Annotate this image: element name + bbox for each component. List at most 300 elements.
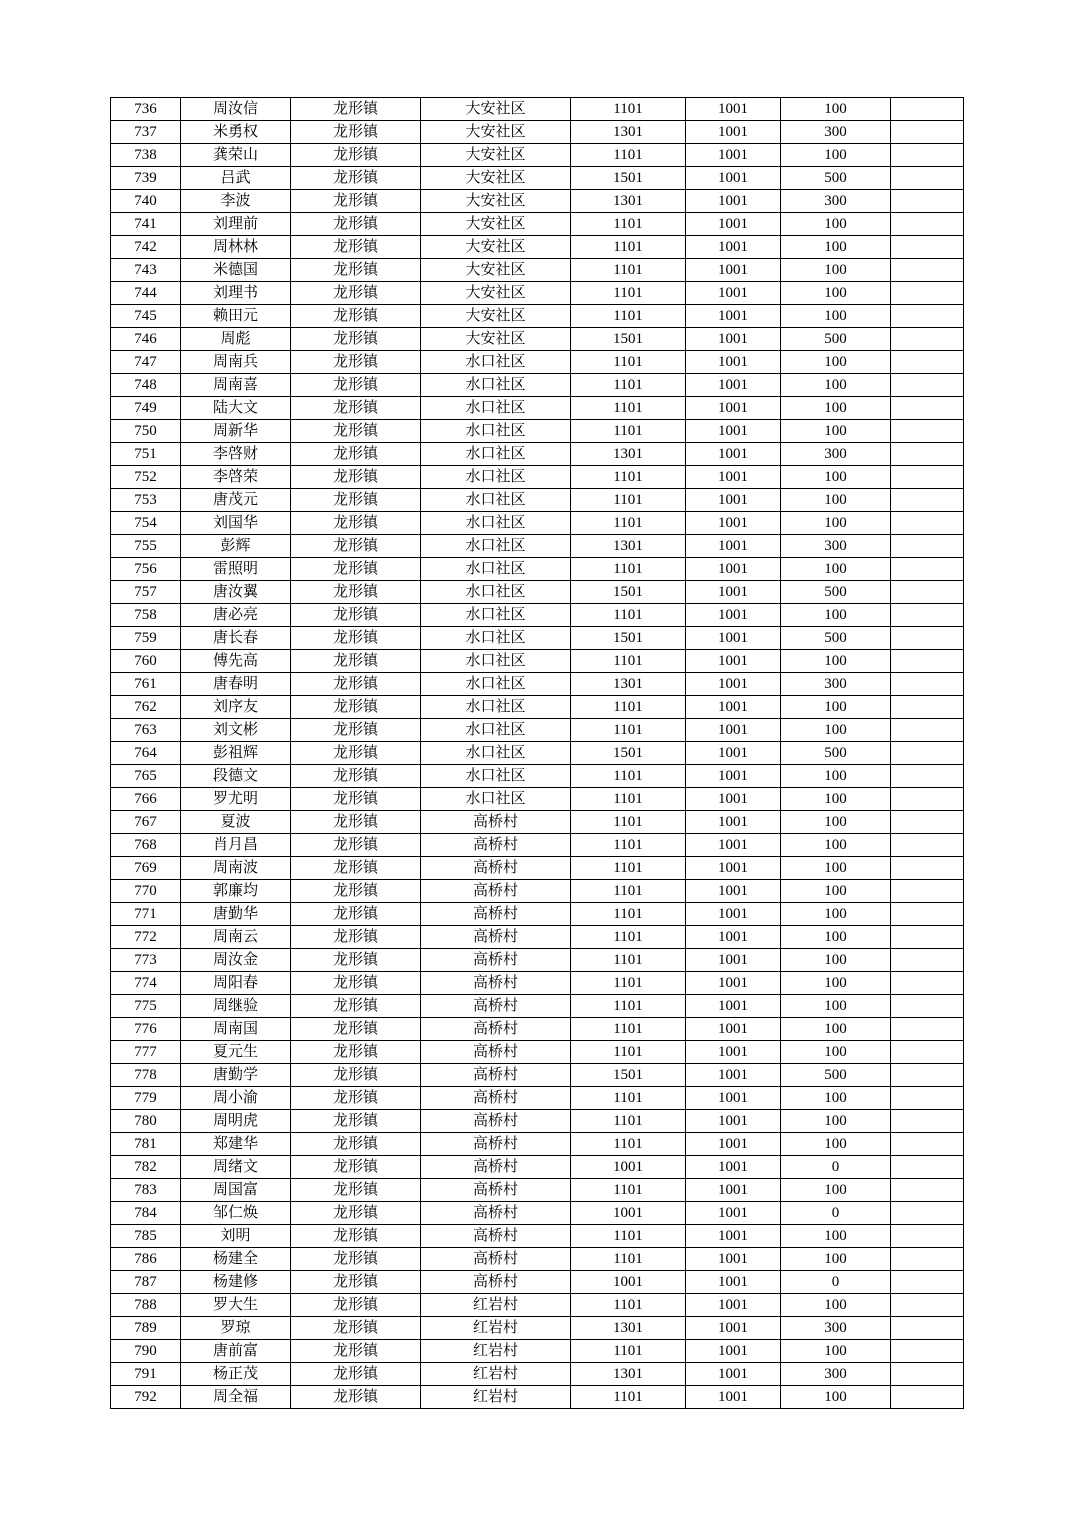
cell-serial-number: 741 [111,213,181,236]
cell-town: 龙形镇 [291,1386,421,1409]
cell-standard-amount: 1101 [571,351,686,374]
cell-village: 大安社区 [421,259,571,282]
cell-name: 段德文 [181,765,291,788]
cell-village: 红岩村 [421,1363,571,1386]
cell-standard-amount: 1301 [571,190,686,213]
cell-name: 罗尤明 [181,788,291,811]
table-row [111,121,964,144]
cell-standard-amount: 1101 [571,466,686,489]
cell-difference: 100 [781,604,891,627]
cell-base-amount: 1001 [686,1225,781,1248]
cell-difference: 300 [781,190,891,213]
cell-difference: 0 [781,1271,891,1294]
table-row [111,1202,964,1225]
cell-serial-number: 787 [111,1271,181,1294]
cell-village: 高桥村 [421,1018,571,1041]
cell-town: 龙形镇 [291,1179,421,1202]
cell-standard-amount: 1001 [571,1202,686,1225]
cell-standard-amount: 1301 [571,1363,686,1386]
cell-base-amount: 1001 [686,1248,781,1271]
cell-village: 高桥村 [421,1271,571,1294]
cell-town: 龙形镇 [291,213,421,236]
cell-town: 龙形镇 [291,1340,421,1363]
cell-standard-amount: 1101 [571,1087,686,1110]
cell-note [891,1156,964,1179]
cell-name: 唐前富 [181,1340,291,1363]
cell-standard-amount: 1301 [571,443,686,466]
cell-note [891,558,964,581]
cell-note [891,880,964,903]
cell-base-amount: 1001 [686,1064,781,1087]
cell-base-amount: 1001 [686,650,781,673]
cell-village: 水口社区 [421,627,571,650]
table-row [111,765,964,788]
cell-village: 大安社区 [421,236,571,259]
table-row [111,903,964,926]
cell-serial-number: 761 [111,673,181,696]
table-row [111,581,964,604]
table-row [111,420,964,443]
cell-town: 龙形镇 [291,719,421,742]
cell-note [891,351,964,374]
cell-base-amount: 1001 [686,397,781,420]
cell-name: 米德国 [181,259,291,282]
cell-town: 龙形镇 [291,995,421,1018]
cell-standard-amount: 1101 [571,305,686,328]
cell-village: 高桥村 [421,926,571,949]
cell-base-amount: 1001 [686,535,781,558]
cell-name: 杨建修 [181,1271,291,1294]
cell-base-amount: 1001 [686,1363,781,1386]
cell-note [891,236,964,259]
cell-standard-amount: 1101 [571,1133,686,1156]
cell-base-amount: 1001 [686,1386,781,1409]
table-row [111,535,964,558]
cell-village: 高桥村 [421,949,571,972]
table-row [111,949,964,972]
cell-village: 红岩村 [421,1340,571,1363]
cell-town: 龙形镇 [291,374,421,397]
cell-town: 龙形镇 [291,949,421,972]
cell-difference: 100 [781,1041,891,1064]
cell-base-amount: 1001 [686,949,781,972]
cell-difference: 100 [781,1018,891,1041]
cell-name: 唐春明 [181,673,291,696]
cell-note [891,282,964,305]
cell-standard-amount: 1101 [571,512,686,535]
cell-town: 龙形镇 [291,1110,421,1133]
cell-serial-number: 780 [111,1110,181,1133]
cell-serial-number: 786 [111,1248,181,1271]
cell-name: 肖月昌 [181,834,291,857]
cell-note [891,673,964,696]
cell-standard-amount: 1101 [571,213,686,236]
cell-difference: 300 [781,673,891,696]
cell-base-amount: 1001 [686,351,781,374]
table-row [111,236,964,259]
cell-difference: 500 [781,167,891,190]
cell-base-amount: 1001 [686,742,781,765]
cell-difference: 100 [781,420,891,443]
cell-village: 高桥村 [421,1156,571,1179]
cell-name: 周林林 [181,236,291,259]
cell-base-amount: 1001 [686,259,781,282]
cell-village: 大安社区 [421,121,571,144]
cell-standard-amount: 1101 [571,834,686,857]
cell-standard-amount: 1101 [571,857,686,880]
cell-village: 水口社区 [421,443,571,466]
cell-note [891,1386,964,1409]
table-row [111,1133,964,1156]
cell-note [891,167,964,190]
cell-serial-number: 743 [111,259,181,282]
cell-difference: 100 [781,811,891,834]
cell-difference: 100 [781,374,891,397]
cell-village: 水口社区 [421,397,571,420]
cell-standard-amount: 1501 [571,167,686,190]
cell-note [891,1202,964,1225]
cell-base-amount: 1001 [686,305,781,328]
cell-base-amount: 1001 [686,581,781,604]
cell-name: 唐汝翼 [181,581,291,604]
cell-difference: 100 [781,1386,891,1409]
cell-name: 周南喜 [181,374,291,397]
cell-name: 彭辉 [181,535,291,558]
cell-base-amount: 1001 [686,719,781,742]
cell-name: 刘国华 [181,512,291,535]
table-row [111,351,964,374]
cell-name: 周绪文 [181,1156,291,1179]
cell-base-amount: 1001 [686,144,781,167]
table-row [111,1110,964,1133]
cell-standard-amount: 1001 [571,1271,686,1294]
cell-base-amount: 1001 [686,190,781,213]
cell-difference: 100 [781,282,891,305]
cell-serial-number: 751 [111,443,181,466]
cell-difference: 100 [781,305,891,328]
table-row [111,397,964,420]
cell-base-amount: 1001 [686,167,781,190]
cell-name: 米勇权 [181,121,291,144]
cell-town: 龙形镇 [291,1087,421,1110]
cell-serial-number: 771 [111,903,181,926]
cell-note [891,259,964,282]
cell-town: 龙形镇 [291,1271,421,1294]
cell-village: 大安社区 [421,213,571,236]
cell-standard-amount: 1501 [571,742,686,765]
cell-base-amount: 1001 [686,604,781,627]
cell-base-amount: 1001 [686,972,781,995]
cell-difference: 100 [781,236,891,259]
cell-town: 龙形镇 [291,673,421,696]
cell-standard-amount: 1101 [571,282,686,305]
cell-name: 赖田元 [181,305,291,328]
table-row [111,650,964,673]
cell-town: 龙形镇 [291,190,421,213]
cell-standard-amount: 1101 [571,1386,686,1409]
cell-town: 龙形镇 [291,1363,421,1386]
cell-serial-number: 762 [111,696,181,719]
cell-difference: 100 [781,995,891,1018]
cell-base-amount: 1001 [686,443,781,466]
cell-serial-number: 766 [111,788,181,811]
cell-name: 夏元生 [181,1041,291,1064]
cell-base-amount: 1001 [686,328,781,351]
cell-serial-number: 767 [111,811,181,834]
cell-base-amount: 1001 [686,1133,781,1156]
cell-town: 龙形镇 [291,1064,421,1087]
cell-note [891,995,964,1018]
cell-difference: 100 [781,650,891,673]
cell-serial-number: 756 [111,558,181,581]
cell-serial-number: 747 [111,351,181,374]
table-row [111,834,964,857]
cell-standard-amount: 1101 [571,926,686,949]
cell-village: 水口社区 [421,650,571,673]
cell-difference: 100 [781,788,891,811]
cell-name: 杨正茂 [181,1363,291,1386]
table-row [111,880,964,903]
cell-standard-amount: 1101 [571,811,686,834]
cell-standard-amount: 1101 [571,1248,686,1271]
cell-base-amount: 1001 [686,1294,781,1317]
cell-difference: 500 [781,581,891,604]
cell-serial-number: 740 [111,190,181,213]
cell-standard-amount: 1101 [571,236,686,259]
cell-difference: 100 [781,719,891,742]
cell-standard-amount: 1101 [571,144,686,167]
cell-town: 龙形镇 [291,1156,421,1179]
cell-note [891,788,964,811]
cell-name: 龚荣山 [181,144,291,167]
table-row [111,604,964,627]
cell-town: 龙形镇 [291,1202,421,1225]
cell-difference: 100 [781,880,891,903]
cell-village: 高桥村 [421,880,571,903]
cell-difference: 100 [781,1340,891,1363]
cell-serial-number: 768 [111,834,181,857]
cell-serial-number: 742 [111,236,181,259]
cell-difference: 100 [781,926,891,949]
cell-note [891,604,964,627]
cell-standard-amount: 1501 [571,1064,686,1087]
cell-village: 高桥村 [421,995,571,1018]
cell-base-amount: 1001 [686,558,781,581]
cell-base-amount: 1001 [686,420,781,443]
cell-town: 龙形镇 [291,811,421,834]
cell-serial-number: 769 [111,857,181,880]
cell-base-amount: 1001 [686,121,781,144]
cell-difference: 100 [781,765,891,788]
cell-village: 高桥村 [421,1087,571,1110]
cell-serial-number: 746 [111,328,181,351]
cell-town: 龙形镇 [291,443,421,466]
cell-difference: 100 [781,466,891,489]
cell-standard-amount: 1101 [571,374,686,397]
cell-note [891,512,964,535]
cell-note [891,834,964,857]
cell-note [891,420,964,443]
cell-town: 龙形镇 [291,604,421,627]
cell-base-amount: 1001 [686,1340,781,1363]
cell-village: 大安社区 [421,144,571,167]
cell-difference: 0 [781,1156,891,1179]
cell-note [891,1087,964,1110]
cell-village: 高桥村 [421,1064,571,1087]
table-row [111,190,964,213]
cell-village: 红岩村 [421,1317,571,1340]
cell-difference: 100 [781,213,891,236]
cell-difference: 100 [781,857,891,880]
cell-serial-number: 777 [111,1041,181,1064]
cell-town: 龙形镇 [291,489,421,512]
cell-village: 高桥村 [421,1225,571,1248]
cell-standard-amount: 1101 [571,1041,686,1064]
cell-note [891,1064,964,1087]
cell-base-amount: 1001 [686,489,781,512]
cell-base-amount: 1001 [686,1271,781,1294]
table-row [111,1087,964,1110]
cell-name: 周小渝 [181,1087,291,1110]
cell-village: 水口社区 [421,351,571,374]
cell-serial-number: 781 [111,1133,181,1156]
cell-note [891,190,964,213]
table-row [111,1386,964,1409]
cell-standard-amount: 1301 [571,1317,686,1340]
table-row [111,1041,964,1064]
cell-village: 水口社区 [421,420,571,443]
cell-standard-amount: 1101 [571,903,686,926]
cell-name: 周明虎 [181,1110,291,1133]
table-row [111,328,964,351]
cell-note [891,1271,964,1294]
cell-name: 刘序友 [181,696,291,719]
cell-standard-amount: 1101 [571,719,686,742]
cell-name: 周阳春 [181,972,291,995]
table-row [111,857,964,880]
cell-town: 龙形镇 [291,1225,421,1248]
cell-town: 龙形镇 [291,98,421,121]
table-row [111,489,964,512]
cell-standard-amount: 1101 [571,880,686,903]
cell-town: 龙形镇 [291,121,421,144]
cell-village: 高桥村 [421,857,571,880]
cell-base-amount: 1001 [686,926,781,949]
table-row [111,259,964,282]
cell-village: 水口社区 [421,604,571,627]
cell-village: 水口社区 [421,535,571,558]
cell-town: 龙形镇 [291,282,421,305]
cell-town: 龙形镇 [291,650,421,673]
cell-serial-number: 753 [111,489,181,512]
cell-standard-amount: 1101 [571,98,686,121]
cell-village: 水口社区 [421,489,571,512]
cell-note [891,811,964,834]
cell-serial-number: 779 [111,1087,181,1110]
table-row [111,995,964,1018]
cell-town: 龙形镇 [291,972,421,995]
cell-standard-amount: 1101 [571,604,686,627]
cell-base-amount: 1001 [686,466,781,489]
cell-note [891,328,964,351]
cell-standard-amount: 1101 [571,949,686,972]
cell-name: 唐必亮 [181,604,291,627]
cell-town: 龙形镇 [291,305,421,328]
cell-note [891,1248,964,1271]
cell-note [891,1179,964,1202]
table-row [111,1363,964,1386]
cell-base-amount: 1001 [686,788,781,811]
cell-village: 水口社区 [421,742,571,765]
cell-base-amount: 1001 [686,236,781,259]
cell-serial-number: 791 [111,1363,181,1386]
cell-name: 彭祖辉 [181,742,291,765]
cell-serial-number: 789 [111,1317,181,1340]
cell-serial-number: 750 [111,420,181,443]
cell-base-amount: 1001 [686,374,781,397]
cell-note [891,650,964,673]
cell-difference: 100 [781,903,891,926]
cell-village: 水口社区 [421,581,571,604]
cell-village: 水口社区 [421,719,571,742]
cell-town: 龙形镇 [291,420,421,443]
cell-difference: 100 [781,351,891,374]
cell-note [891,1041,964,1064]
cell-note [891,1294,964,1317]
cell-serial-number: 790 [111,1340,181,1363]
cell-village: 水口社区 [421,512,571,535]
cell-difference: 100 [781,489,891,512]
cell-town: 龙形镇 [291,144,421,167]
cell-name: 郭廉均 [181,880,291,903]
cell-standard-amount: 1101 [571,1179,686,1202]
cell-note [891,144,964,167]
table-row [111,926,964,949]
benefit-table-body [111,98,964,1409]
cell-village: 高桥村 [421,1041,571,1064]
cell-note [891,1018,964,1041]
cell-town: 龙形镇 [291,765,421,788]
cell-serial-number: 764 [111,742,181,765]
table-row [111,1294,964,1317]
cell-town: 龙形镇 [291,397,421,420]
cell-difference: 100 [781,98,891,121]
cell-name: 周南国 [181,1018,291,1041]
table-row [111,742,964,765]
cell-difference: 300 [781,535,891,558]
cell-name: 杨建全 [181,1248,291,1271]
table-row [111,1179,964,1202]
cell-serial-number: 776 [111,1018,181,1041]
cell-note [891,857,964,880]
cell-standard-amount: 1101 [571,1110,686,1133]
cell-town: 龙形镇 [291,1133,421,1156]
table-row [111,167,964,190]
cell-note [891,121,964,144]
cell-name: 李波 [181,190,291,213]
cell-standard-amount: 1101 [571,1340,686,1363]
table-row [111,374,964,397]
cell-base-amount: 1001 [686,857,781,880]
cell-difference: 100 [781,949,891,972]
cell-base-amount: 1001 [686,1156,781,1179]
cell-difference: 300 [781,121,891,144]
table-row [111,98,964,121]
table-row [111,558,964,581]
cell-serial-number: 744 [111,282,181,305]
cell-village: 大安社区 [421,98,571,121]
table-row [111,627,964,650]
